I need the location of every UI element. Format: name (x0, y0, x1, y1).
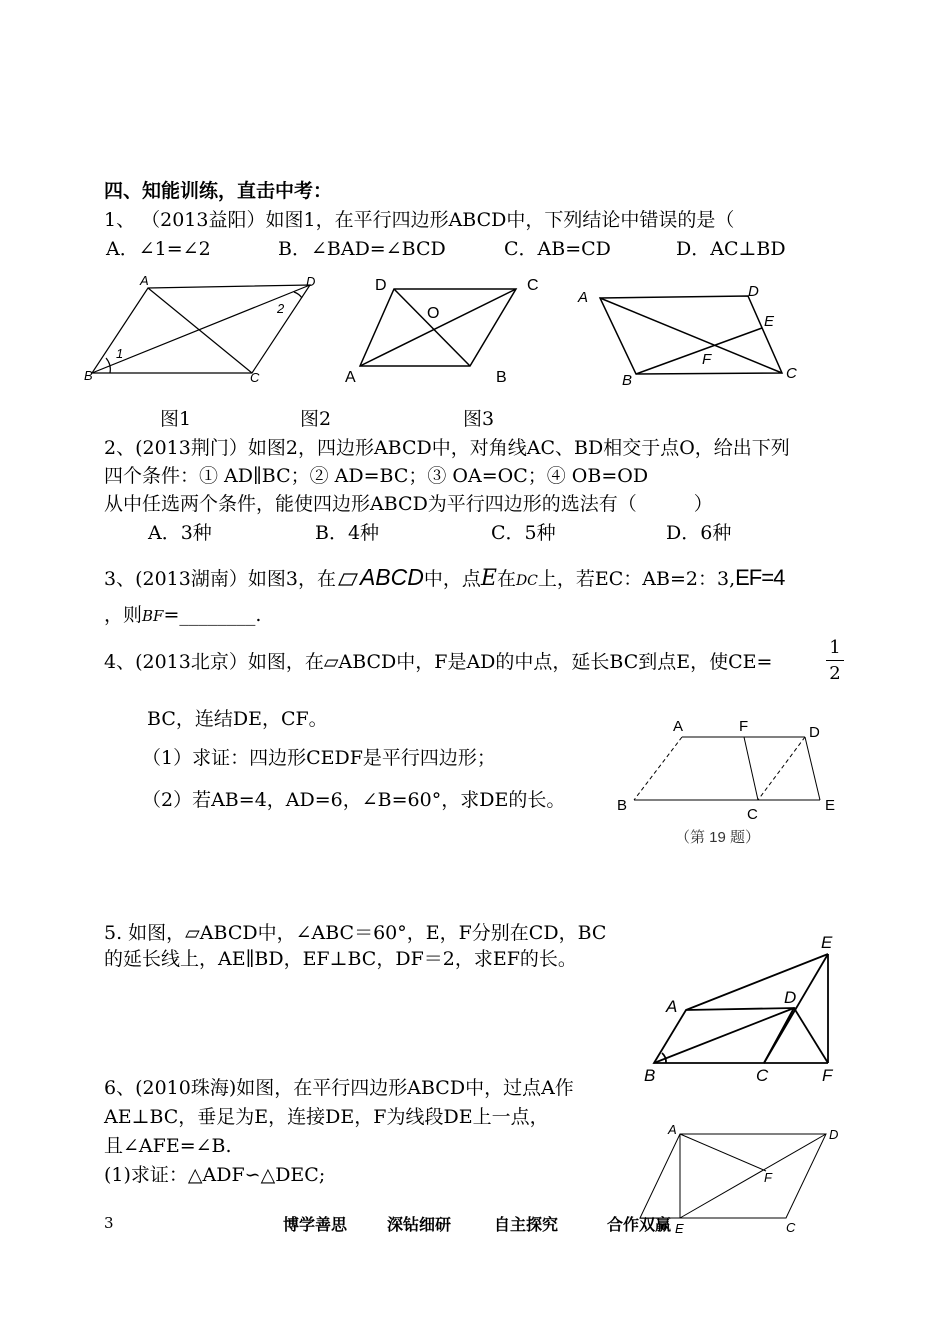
q3-ef: EF=4 (735, 565, 785, 590)
fig1-label-1: 1 (116, 346, 124, 361)
q5-line1: 5. 如图，▱ABCD中，∠ABC＝60°，E，F分别在CD，BC (104, 922, 607, 944)
q1-option-d: D．AC⊥BD (676, 238, 786, 260)
q3-line2 (104, 604, 261, 627)
q3-mid2: 在 (496, 568, 516, 590)
fig19-label-f: F (739, 718, 749, 735)
q2-option-d: D．6种 (666, 522, 732, 544)
q2-option-a: A．3种 (148, 522, 212, 544)
q3-bf: BF (142, 607, 164, 625)
q4-fraction-numerator: 1 (829, 637, 841, 658)
q4-fraction (826, 637, 844, 684)
q3-e: E (480, 566, 497, 591)
q3-dc: DC (515, 573, 538, 589)
fig19-label-d: D (809, 724, 820, 741)
fig3-label-d: D (748, 283, 759, 300)
q5-line2: 的延长线上，AE∥BD，EF⊥BC，DF＝2，求EF的长。 (104, 948, 577, 970)
q3-line2-suffix: =________. (163, 604, 262, 626)
section-title: 四、知能训练，直击中考： (104, 180, 333, 202)
q1-stem: 1、 （2013益阳）如图1，在平行四边形ABCD中，下列结论中错误的是（ (104, 209, 735, 231)
fig5-label-a: A (666, 997, 678, 1016)
q4-part2: （2）若AB=4，AD=6，∠B=60°，求DE的长。 (142, 789, 566, 811)
footer-motto-2: 深钻细研 (387, 1215, 452, 1234)
fig2-label-o: O (427, 305, 440, 322)
fig3-caption: 图3 (463, 408, 495, 430)
fig2-label-d: D (375, 277, 387, 294)
footer-motto-4: 合作双赢 (607, 1215, 672, 1234)
q4-fraction-denominator: 2 (829, 663, 841, 684)
q6-line4: (1)求证：△ADF∽△DEC; (104, 1164, 326, 1186)
fig6-label-f: F (764, 1170, 772, 1185)
q3-mid3: 上，若EC：AB=2：3, (537, 568, 736, 590)
q1-option-c: C．AB=CD (504, 238, 611, 260)
fig2-label-b: B (496, 369, 507, 386)
fig2-label-c: C (527, 277, 539, 294)
footer-motto-1: 博学善思 (283, 1215, 348, 1234)
q3-mid1: 中，点 (423, 568, 481, 590)
fig2-label-a: A (345, 369, 356, 386)
fig1-label-2: 2 (277, 301, 285, 316)
q6-line3: 且∠AFE=∠B. (104, 1135, 232, 1157)
figure-5 (638, 928, 848, 1088)
q4-line1: 4、(2013北京）如图，在▱ABCD中，F是AD的中点，延长BC到点E，使CE= (104, 651, 773, 673)
q1-option-a: A．∠1=∠2 (106, 238, 211, 260)
fig3-label-c: C (786, 365, 797, 382)
q2-line3: 从中任选两个条件，能使四边形ABCD为平行四边形的选法有（ ） (104, 493, 713, 515)
fig1-label-b: B (84, 368, 93, 383)
fig19-label-e: E (825, 797, 836, 814)
q3-line2-prefix: ，则 (104, 604, 143, 626)
fig1-caption: 图1 (160, 408, 192, 430)
footer-motto-3: 自主探究 (494, 1215, 559, 1234)
fig5-label-d: D (784, 988, 797, 1007)
fig1-label-d: D (306, 274, 316, 289)
q1-option-b: B．∠BAD=∠BCD (278, 238, 446, 260)
q4-part1: （1）求证：四边形CEDF是平行四边形； (142, 747, 496, 769)
fig19-label-a: A (673, 718, 684, 735)
fig3-label-f: F (702, 351, 712, 368)
q2-option-c: C．5种 (491, 522, 556, 544)
figure-1 (80, 270, 330, 390)
fig6-label-e: E (675, 1221, 684, 1236)
q2-line1: 2、(2013荆门）如图2，四边形ABCD中，对角线AC、BD相交于点O，给出下列 (104, 437, 790, 459)
fig1-label-a: A (140, 273, 149, 288)
fig5-label-c: C (756, 1066, 769, 1085)
figure-2 (340, 272, 560, 392)
page-number: 3 (104, 1214, 114, 1232)
figure-19 (610, 712, 850, 852)
q4-line2: BC，连结DE，CF。 (147, 708, 328, 730)
figure-3 (570, 278, 820, 393)
q6-line1: 6、(2010珠海)如图，在平行四边形ABCD中，过点A作 (104, 1077, 574, 1099)
fig3-label-e: E (764, 313, 775, 330)
fig5-label-f: F (822, 1066, 833, 1085)
q3-abcd: ABCD (359, 564, 424, 590)
parallelogram-symbol-icon (338, 569, 358, 582)
q2-line2: 四个条件：① AD∥BC；② AD=BC；③ OA=OC；④ OB=OD (104, 465, 649, 487)
q6-line2: AE⊥BC，垂足为E，连接DE，F为线段DE上一点， (104, 1106, 549, 1128)
q2-option-b: B．4种 (315, 522, 380, 544)
fig6-label-d: D (829, 1127, 839, 1142)
fig6-label-a: A (668, 1122, 677, 1137)
q3-prefix: 3、(2013湖南）如图3，在 (104, 568, 336, 590)
fig19-label-b: B (617, 797, 628, 814)
fig1-label-c: C (250, 370, 260, 385)
fig3-label-a: A (578, 289, 589, 306)
fig5-label-e: E (821, 933, 833, 952)
fig19-caption: （第 19 题） (675, 829, 761, 846)
fig2-caption: 图2 (300, 408, 332, 430)
fig6-label-c: C (786, 1220, 796, 1235)
fig3-label-b: B (622, 372, 633, 389)
fig19-label-c: C (747, 806, 758, 823)
fig5-label-b: B (644, 1066, 656, 1085)
q3-line1 (104, 564, 784, 592)
